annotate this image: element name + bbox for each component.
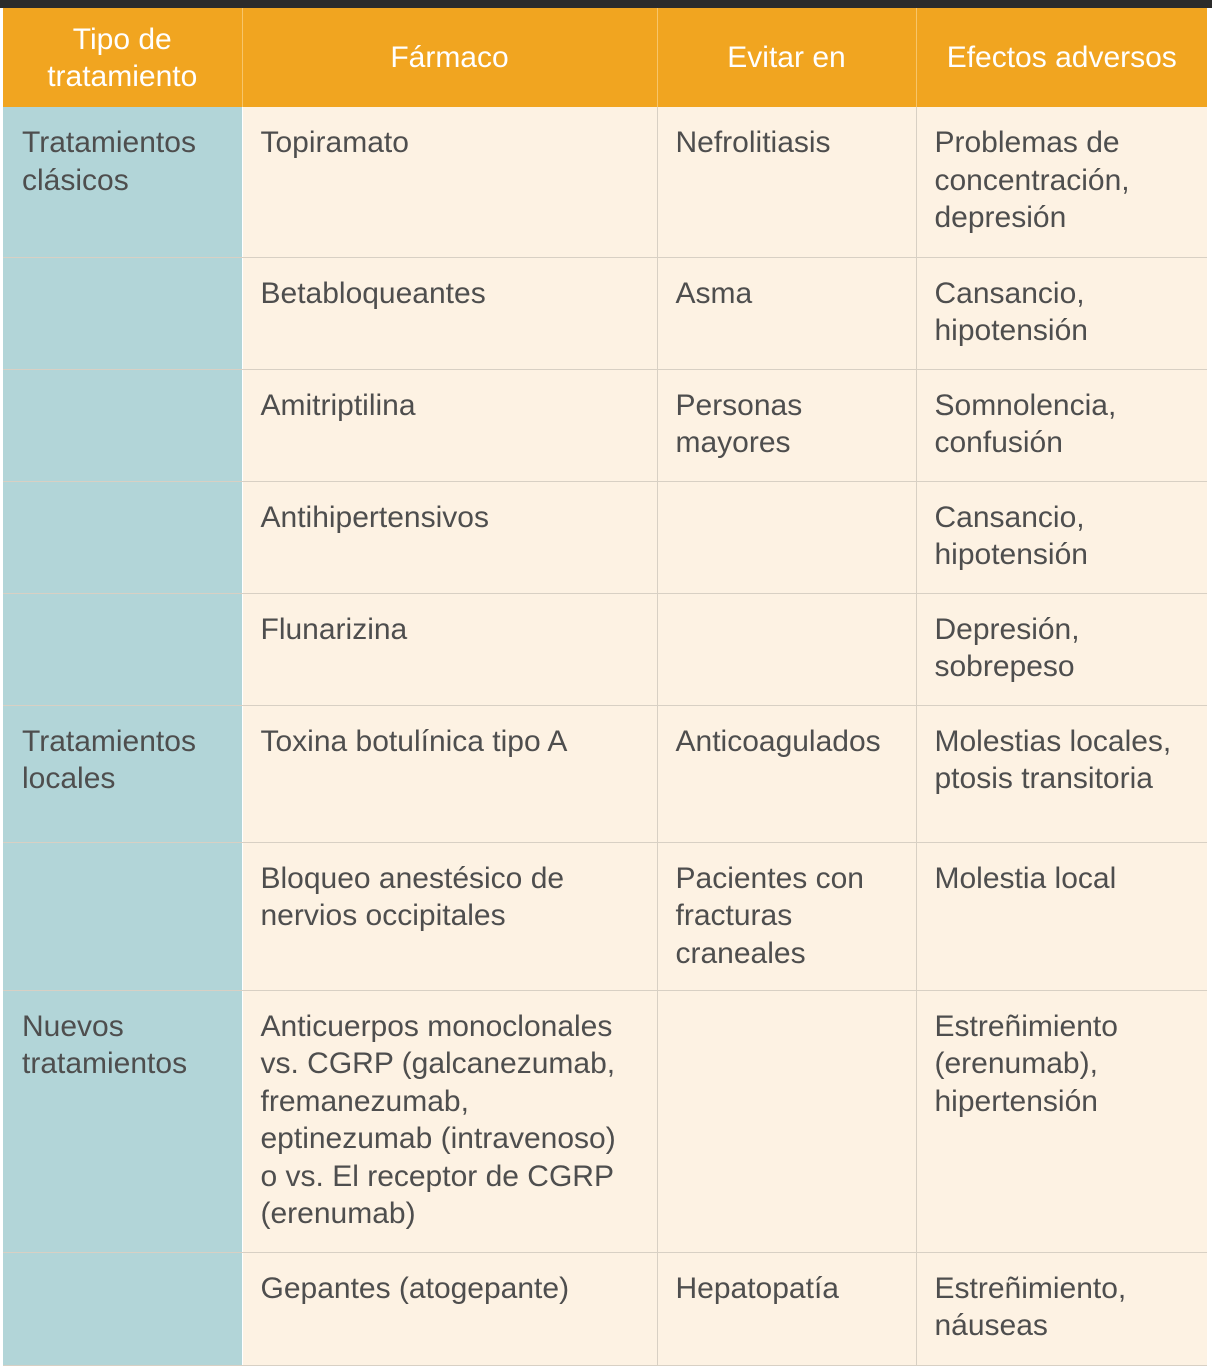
cell-effects: Problemas de concentración, depresión <box>916 107 1207 257</box>
cell-drug: Bloqueo anestésico de nervios occipitales <box>242 842 657 990</box>
table-row <box>3 842 1207 990</box>
cell-drug: Topiramato <box>242 107 657 257</box>
cell-effects: Estreñimiento, náuseas <box>916 1252 1207 1365</box>
cell-avoid: Asma <box>657 257 916 369</box>
table-row <box>3 481 1207 593</box>
cell-avoid: Hepatopatía <box>657 1252 916 1365</box>
cell-effects: Cansancio, hipotensión <box>916 481 1207 593</box>
cell-avoid: Anticoagulados <box>657 705 916 842</box>
cell-drug: Flunarizina <box>242 593 657 705</box>
cell-effects: Cansancio, hipotensión <box>916 257 1207 369</box>
cell-effects: Molestia local <box>916 842 1207 990</box>
cell-avoid <box>657 481 916 593</box>
table-row <box>3 1252 1207 1365</box>
cell-drug: Anticuerpos monoclonales vs. CGRP (galcanezumab, fremanezumab, eptinezumab (intravenoso) o vs. El receptor de CGRP (erenumab) <box>242 990 657 1252</box>
cell-effects: Depresión, sobrepeso <box>916 593 1207 705</box>
table-row <box>3 705 1207 842</box>
header-farmaco: Fármaco <box>242 8 657 107</box>
header-evitar: Evitar en <box>657 8 916 107</box>
cell-effects: Molestias locales, ptosis transitoria <box>916 705 1207 842</box>
cell-avoid <box>657 990 916 1252</box>
cell-type <box>3 369 242 481</box>
table-row <box>3 990 1207 1252</box>
cell-drug: Toxina botulínica tipo A <box>242 705 657 842</box>
cell-drug: Betabloqueantes <box>242 257 657 369</box>
table-row <box>3 369 1207 481</box>
treatment-table <box>3 8 1207 1366</box>
cell-avoid: Personas mayores <box>657 369 916 481</box>
cell-avoid <box>657 593 916 705</box>
cell-type <box>3 1252 242 1365</box>
cell-type <box>3 257 242 369</box>
cell-effects: Somnolencia, confusión <box>916 369 1207 481</box>
header-row <box>3 8 1207 107</box>
header-tipo: Tipo de tratamiento <box>3 8 242 107</box>
top-edge-bar <box>0 0 1212 8</box>
cell-type: Nuevos tratamientos <box>3 990 242 1252</box>
cell-drug: Gepantes (atogepante) <box>242 1252 657 1365</box>
cell-drug: Antihipertensivos <box>242 481 657 593</box>
table-row <box>3 593 1207 705</box>
cell-type: Tratamientos locales <box>3 705 242 842</box>
cell-type <box>3 593 242 705</box>
cell-type <box>3 481 242 593</box>
header-efectos: Efectos adversos <box>916 8 1207 107</box>
cell-type: Tratamientos clásicos <box>3 107 242 257</box>
table-row <box>3 257 1207 369</box>
cell-avoid: Nefrolitiasis <box>657 107 916 257</box>
cell-avoid: Pacientes con fracturas craneales <box>657 842 916 990</box>
cell-type <box>3 842 242 990</box>
table-row <box>3 107 1207 257</box>
cell-drug: Amitriptilina <box>242 369 657 481</box>
cell-effects: Estreñimiento (erenumab), hipertensión <box>916 990 1207 1252</box>
